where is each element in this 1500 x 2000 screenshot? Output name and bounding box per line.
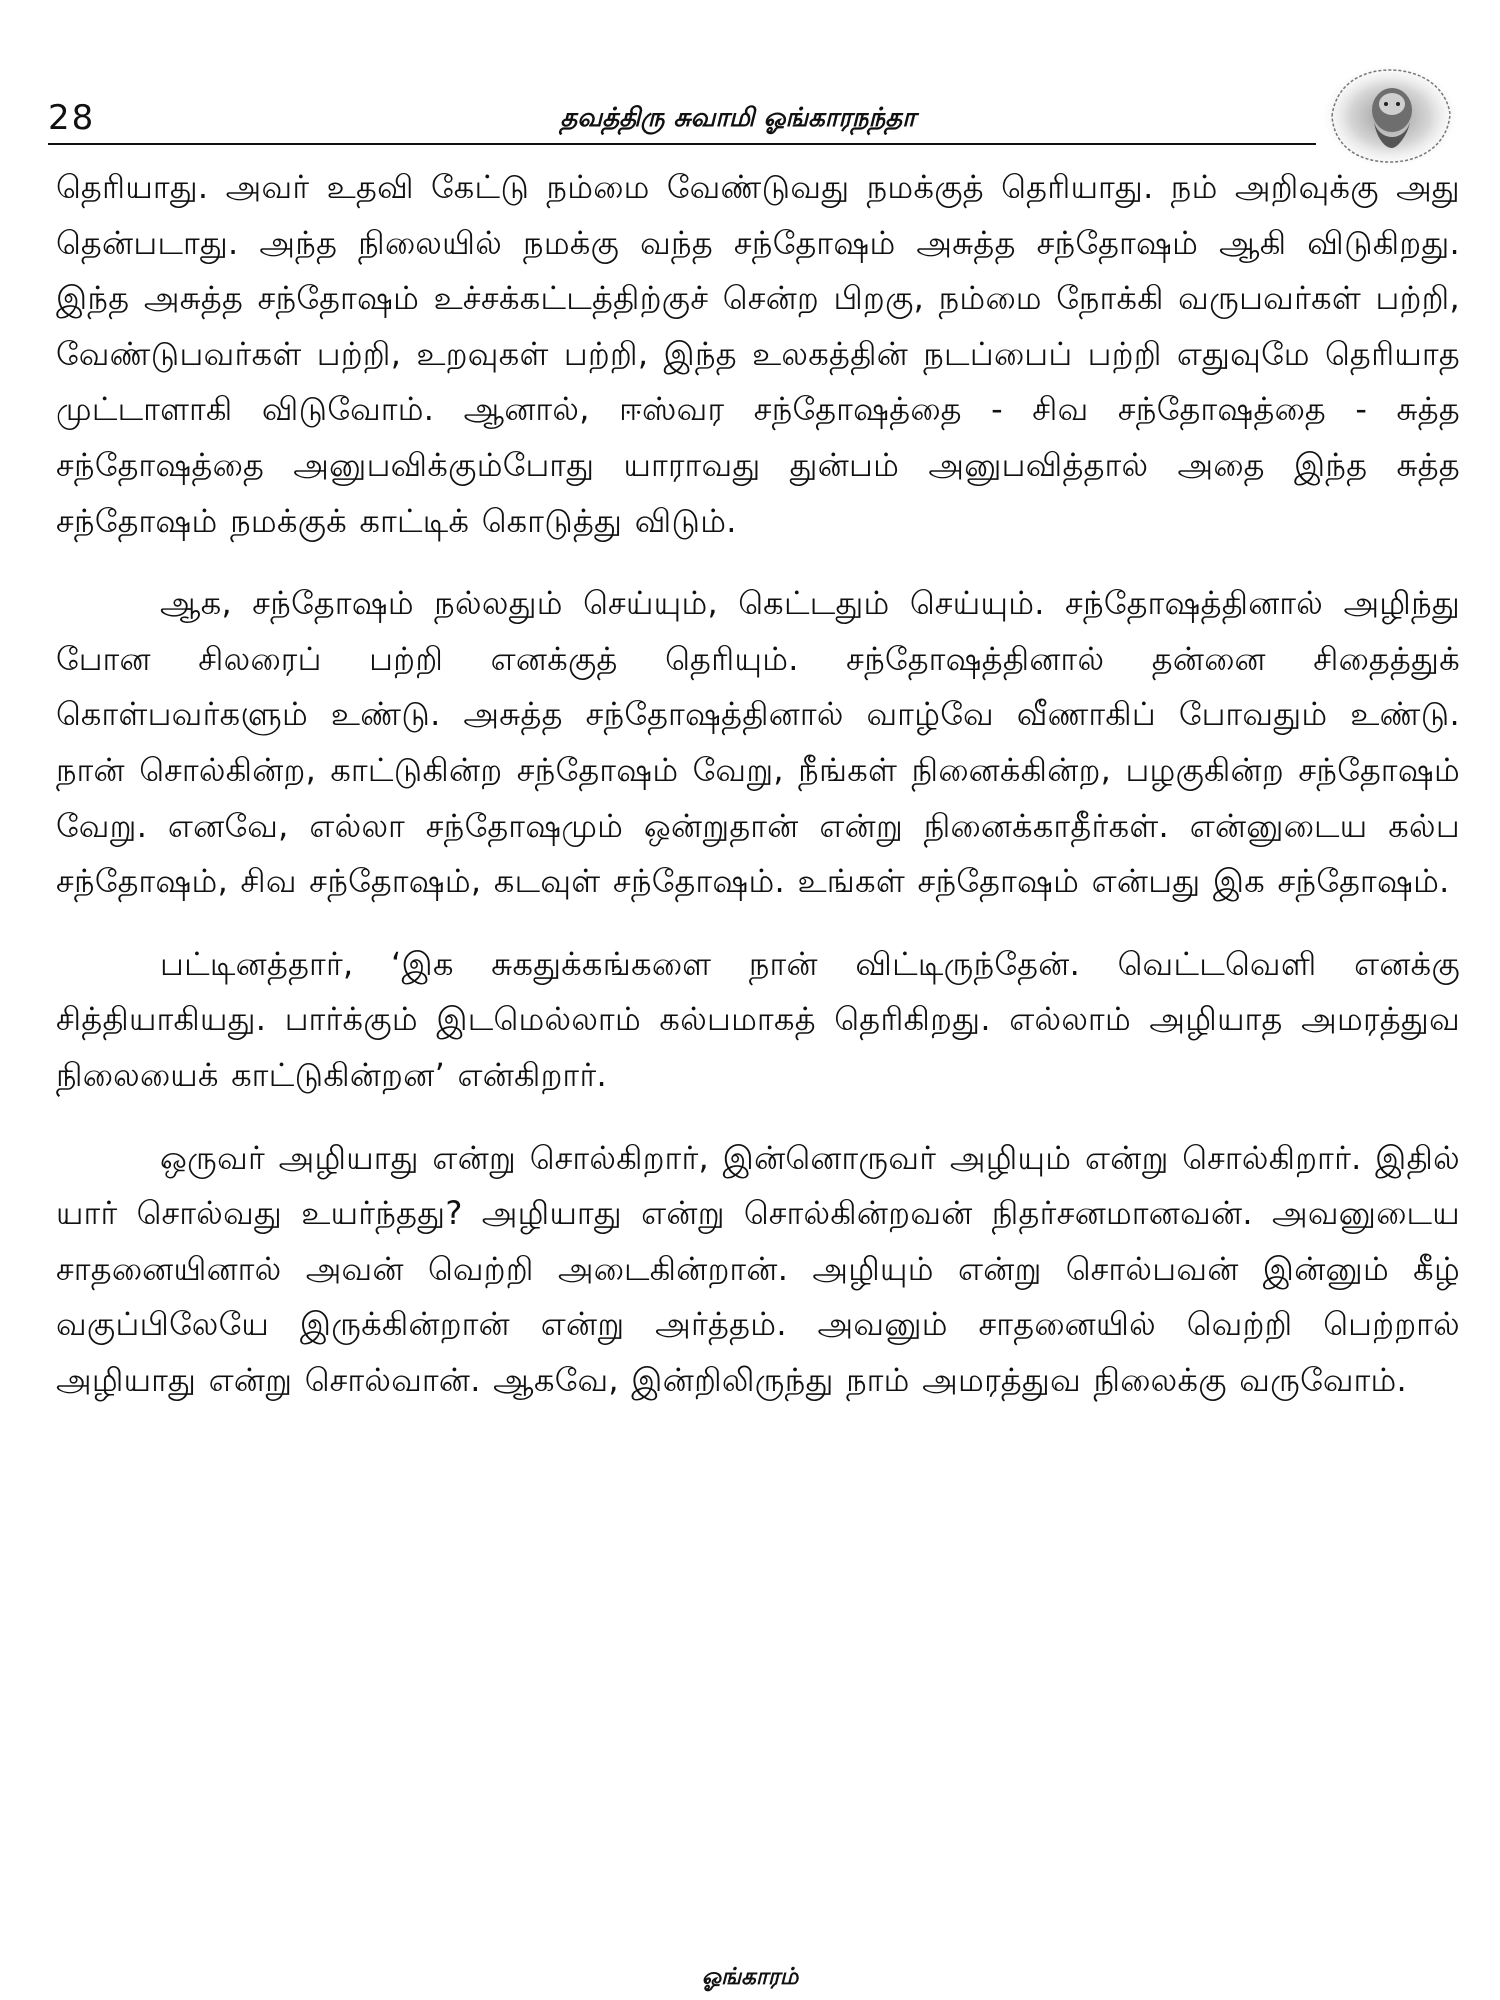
header-rule	[48, 143, 1316, 145]
paragraph: ஒருவர் அழியாது என்று சொல்கிறார், இன்னொருவர் அழியும் என்று சொல்கிறார். இதில் யார் சொல்வது உயர்ந்தது? அழியாது என்று சொல்கின்றவன் நிதர்சனமானவன். அவனுடைய சாதனையினால் அவன் வெற்றி அடைகின்றான். அழியும் என்று சொல்பவன் இன்னும் கீழ் வகுப்பிலேயே இருக்கின்றான் என்று அர்த்தம். அவனும் சாதனையில் வெற்றி பெற்றால் அழியாது என்று சொல்வான். ஆகவே, இன்றிலிருந்து நாம் அமரத்துவ நிலைக்கு வருவோம்.	[56, 1138, 1460, 1399]
paragraph: தெரியாது. அவர் உதவி கேட்டு நம்மை வேண்டுவது நமக்குத் தெரியாது. நம் அறிவுக்கு அது தென்படாது. அந்த நிலையில் நமக்கு வந்த சந்தோஷம் அசுத்த சந்தோஷம் ஆகி விடுகிறது. இந்த அசுத்த சந்தோஷம் உச்சக்கட்டத்திற்குச் சென்ற பிறகு, நம்மை நோக்கி வருபவர்கள் பற்றி, வேண்டுபவர்கள் பற்றி, உறவுகள் பற்றி, இந்த உலகத்தின் நடப்பைப் பற்றி எதுவுமே தெரியாத முட்டாளாகி விடுவோம். ஆனால், ஈஸ்வர சந்தோஷத்தை - சிவ சந்தோஷத்தை - சுத்த சந்தோஷத்தை அனுபவிக்கும்போது யாராவது துன்பம் அனுபவித்தால் அதை இந்த சுத்த சந்தோஷம் நமக்குக் காட்டிக் கொடுத்து விடும்.	[56, 168, 1460, 540]
body-text	[56, 160, 1460, 1860]
running-title: தவத்திரு சுவாமி ஓங்காரநந்தா	[560, 103, 916, 133]
author-portrait-icon	[1322, 64, 1458, 168]
paragraph: பட்டினத்தார், ‘இக சுகதுக்கங்களை நான் விட்டிருந்தேன். வெட்டவெளி எனக்கு சித்தியாகியது. பார்க்கும் இடமெல்லாம் கல்பமாகத் தெரிகிறது. எல்லாம் அழியாத அமரத்துவ நிலையைக் காட்டுகின்றன’ என்கிறார்.	[56, 944, 1460, 1094]
page-number: 28	[48, 98, 96, 138]
page-footer: ஓங்காரம்	[701, 1964, 799, 1990]
page-header	[48, 96, 1318, 140]
paragraph: ஆக, சந்தோஷம் நல்லதும் செய்யும், கெட்டதும் செய்யும். சந்தோஷத்தினால் அழிந்து போன சிலரைப் பற்றி எனக்குத் தெரியும். சந்தோஷத்தினால் தன்னை சிதைத்துக் கொள்பவர்களும் உண்டு. அசுத்த சந்தோஷத்தினால் வாழ்வே வீணாகிப் போவதும் உண்டு. நான் சொல்கின்ற, காட்டுகின்ற சந்தோஷம் வேறு, நீங்கள் நினைக்கின்ற, பழகுகின்ற சந்தோஷம் வேறு. எனவே, எல்லா சந்தோஷமும் ஒன்றுதான் என்று நினைக்காதீர்கள். என்னுடைய கல்ப சந்தோஷம், சிவ சந்தோஷம், கடவுள் சந்தோஷம். உங்கள் சந்தோஷம் என்பது இக சந்தோஷம்.	[56, 584, 1460, 901]
